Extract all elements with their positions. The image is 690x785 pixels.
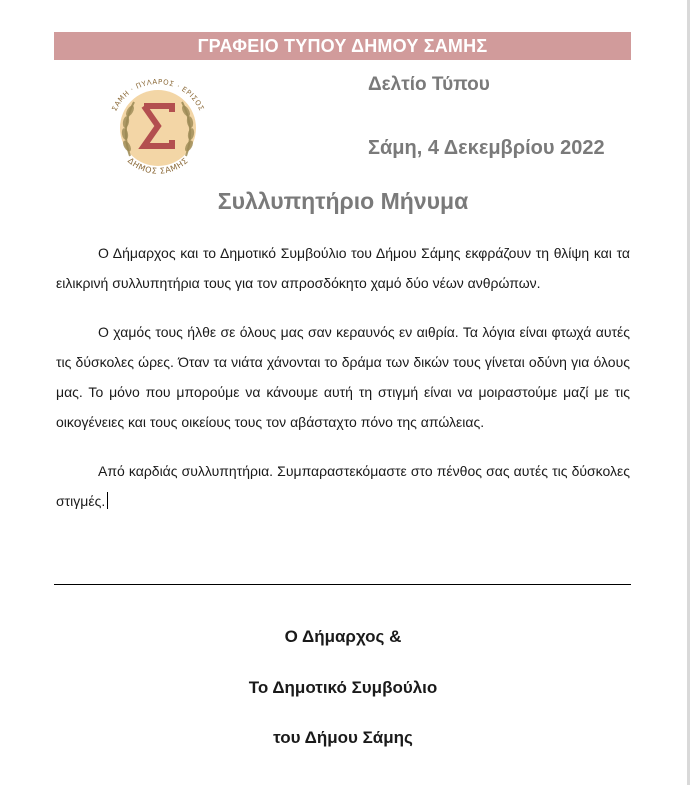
body-paragraph-3: [56, 456, 630, 516]
document-body[interactable]: [56, 238, 630, 535]
press-office-banner: [54, 32, 631, 60]
signature-line-1: Ο Δήμαρχος &: [284, 627, 402, 646]
municipality-logo: [98, 66, 218, 186]
signature-line-3: του Δήμου Σάμης: [273, 728, 413, 747]
signature-line-2: Το Δημοτικό Συμβούλιο: [248, 678, 438, 697]
body-paragraph-3-text: Από καρδιάς συλλυπητήρια. Συμπαραστεκόμαστε στο πένθος σας αυτές τις δύσκολες στιγμές.: [56, 463, 630, 509]
press-release-label: Δελτίο Τύπου: [368, 74, 490, 95]
body-paragraph-2: Ο χαμός τους ήλθε σε όλους μας σαν κεραυνός εν αιθρία. Τα λόγια είναι φτωχά αυτές τις δύσκολες ώρες. Όταν τα νιάτα χάνονται το δράμα των δικών τους γίνεται οδύνη για όλους μας. Το μόνο που μπορούμε να κάνουμε αυτή τη στιγμή είναι να μοιραστούμε μαζί με τις οικογένειες και τους οικείους τους τον αβάσταχτο πόνο της απώλειας.: [56, 324, 630, 430]
banner-title: ΓΡΑΦΕΙΟ ΤΥΠΟΥ ΔΗΜΟΥ ΣΑΜΗΣ: [197, 35, 488, 56]
date-line: Σάμη, 4 Δεκεμβρίου 2022: [368, 137, 605, 159]
municipality-seal-icon: [98, 66, 218, 186]
signature-divider: [54, 584, 631, 585]
text-cursor: [107, 492, 108, 509]
logo-bottom-text: ΔΗΜΟΣ ΣΑΜΗΣ: [126, 155, 190, 176]
document-title: Συλλυπητήριο Μήνυμα: [217, 188, 469, 214]
logo-top-text: ΣΑΜΗ · ΠΥΛΑΡΟΣ · ΕΡΙΣΟΣ: [110, 77, 206, 113]
body-paragraph-1: Ο Δήμαρχος και το Δημοτικό Συμβούλιο του Δήμου Σάμης εκφράζουν τη θλίψη και τα ειλικρινή συλλυπητήρια τους για τον απροσδόκητο χαμό δύο νέων ανθρώπων.: [56, 245, 630, 291]
